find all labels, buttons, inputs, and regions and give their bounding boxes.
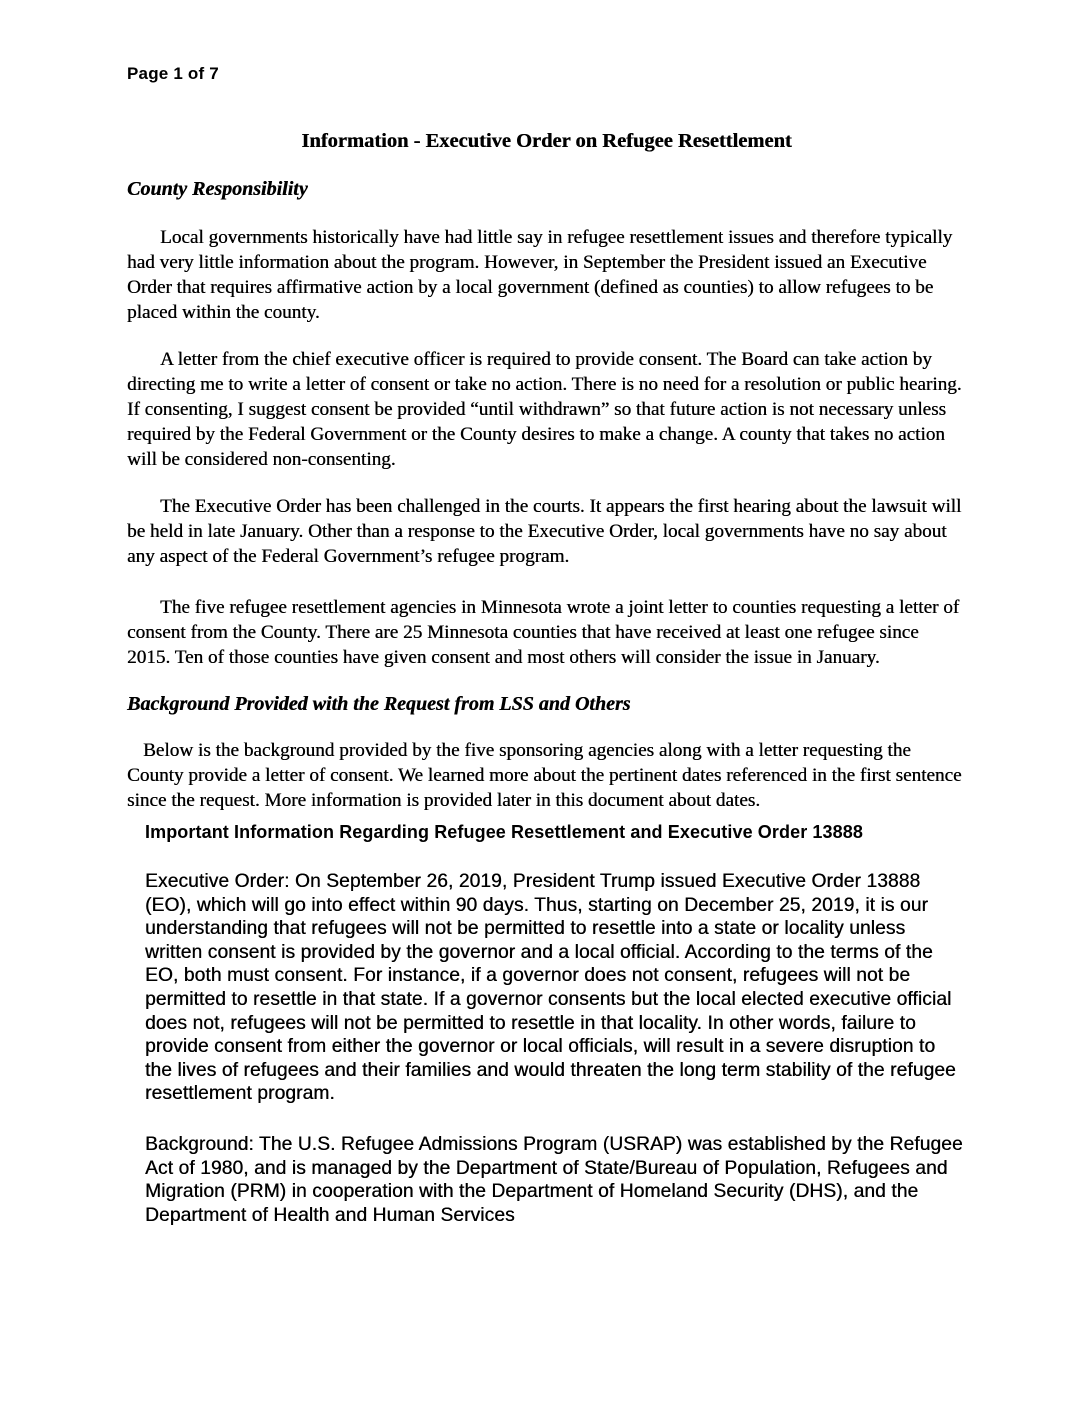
paragraph-usrap-background: Background: The U.S. Refugee Admissions Program (USRAP) was established by the Refugee Act of 1980, and is managed by the Department of State/Bureau of Population, Refugees and Migration (PRM) in cooperation with the Department of Homeland Security (DHS), and the Department of Health and Human Services xyxy=(145,1133,963,1226)
section-heading-county-responsibility: County Responsibility xyxy=(127,178,308,200)
subsection-heading-important-information: Important Information Regarding Refugee Resettlement and Executive Order 13888 xyxy=(145,822,863,842)
paragraph-county-3: The Executive Order has been challenged in the courts. It appears the first hearing about the lawsuit will be held in late January. Other than a response to the Executive Order, local governments have no say about any aspect of the Federal Government’s refugee program. xyxy=(127,496,962,567)
paragraph-county-2: A letter from the chief executive officer is required to provide consent. The Board can take action by directing me to write a letter of consent or take no action. There is no need for a resolution or public hearing. If consenting, I suggest consent be provided “until withdrawn” so that future action is not necessary unless required by the Federal Government or the County desires to make a change. A county that takes no action will be considered non-consenting. xyxy=(127,349,962,470)
paragraph-executive-order: Executive Order: On September 26, 2019, President Trump issued Executive Order 13888 (EO), which will go into effect within 90 days. Thus, starting on December 25, 2019, it is our understanding that refugees will not be permitted to resettle into a state or locality unless written consent is provided by the governor and a local official. According to the terms of the EO, both must consent. For instance, if a governor does not consent, refugees will not be permitted to resettle in that state. If a governor consents but the local elected executive official does not, refugees will not be permitted to resettle in that locality. In other words, failure to provide consent from either the governor or local officials, will result in a severe disruption to the lives of refugees and their families and would threaten the long term stability of the refugee resettlement program. xyxy=(145,871,956,1105)
paragraph-county-4: The five refugee resettlement agencies in Minnesota wrote a joint letter to counties requesting a letter of consent from the County. There are 25 Minnesota counties that have received at least one refugee since 2015. Ten of those counties have given consent and most others will consider the issue in January. xyxy=(127,597,960,668)
paragraph-background-intro: Below is the background provided by the five sponsoring agencies along with a letter requesting the County provide a letter of consent. We learned more about the pertinent dates referenced in the first sentence since the request. More information is provided later in this document about dates. xyxy=(127,740,962,811)
quoted-background-block xyxy=(145,822,966,1227)
page-number-label: Page 1 of 7 xyxy=(127,64,219,83)
document-title: Information - Executive Order on Refugee Resettlement xyxy=(301,130,792,152)
paragraph-county-1: Local governments historically have had little say in refugee resettlement issues and therefore typically had very little information about the program. However, in September the President issued an Executive Order that requires affirmative action by a local government (defined as counties) to allow refugees to be placed within the county. xyxy=(127,227,953,323)
section-heading-background-request: Background Provided with the Request from LSS and Others xyxy=(127,693,631,715)
